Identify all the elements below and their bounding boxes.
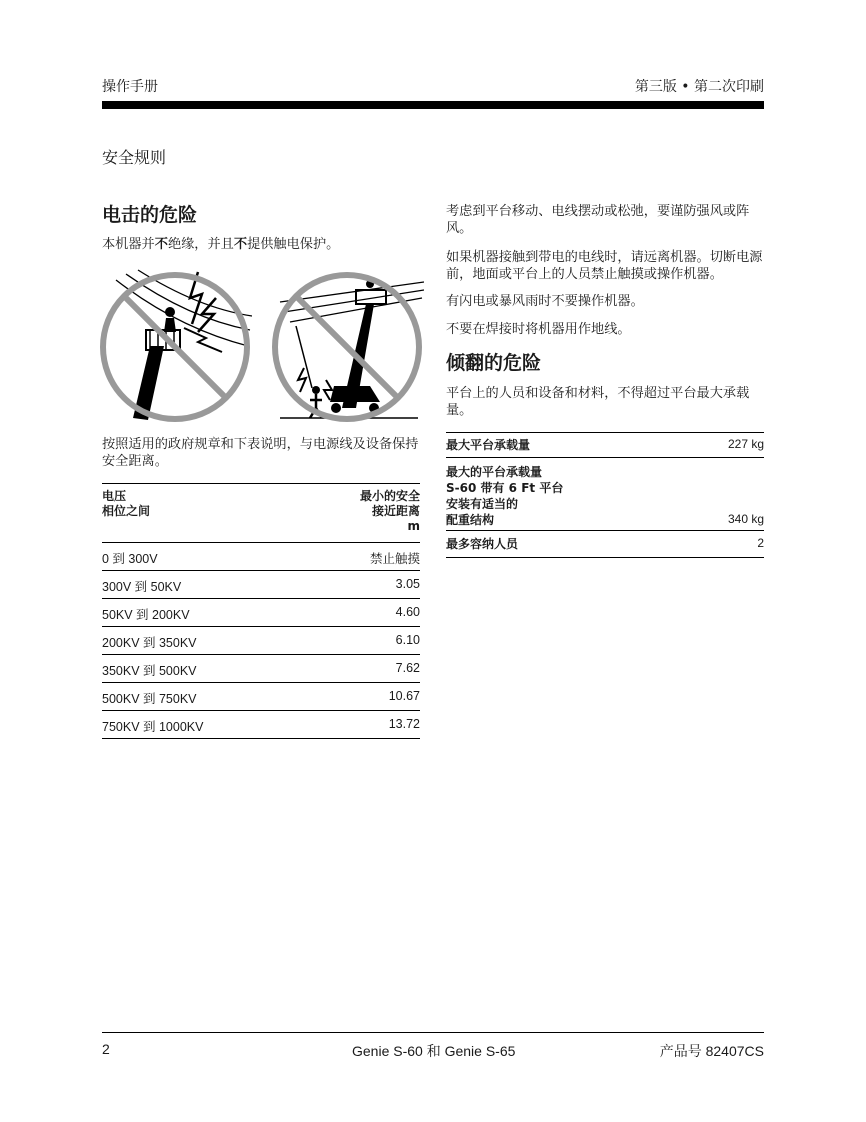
header-manual-title: 操作手册 — [102, 79, 158, 95]
table-row: 350KV 到 500KV 7.62 — [102, 655, 420, 683]
table-row: 300V 到 50KV 3.05 — [102, 571, 420, 599]
ground-shock-prohibited-icon — [270, 268, 424, 426]
safe-distance-note: 按照适用的政府规章和下表说明，与电源线及设备保持安全距离。 — [102, 437, 419, 469]
voltage-distance-table — [102, 483, 420, 739]
lightning-warning: 有闪电或暴风雨时不要操作机器。 — [446, 294, 644, 309]
table-row: 最多容纳人员 2 — [446, 531, 764, 558]
contact-warning: 如果机器接触到带电的电线时，请远离机器。切断电源前，地面或平台上的人员禁止触摸或操作机器。 — [446, 250, 763, 282]
welding-warning: 不要在焊接时将机器用作地线。 — [446, 322, 631, 337]
tip-over-heading: 倾翻的危险 — [446, 352, 542, 374]
distance-column-header: 最小的安全 接近距离 m — [359, 489, 420, 533]
table-row: 最大平台承载量 227 kg — [446, 432, 764, 458]
tip-over-intro: 平台上的人员和设备和材料，不得超过平台最大承载量。 — [446, 386, 750, 418]
table-row: 最大的平台承载量 S-60 带有 6 Ft 平台 安装有适当的 配重结构 340 kg — [446, 458, 764, 531]
header-edition: 第三版 • 第二次印刷 — [634, 79, 764, 95]
table-row: 200KV 到 350KV 6.10 — [102, 627, 420, 655]
section-title: 安全规则 — [102, 148, 167, 167]
wind-warning: 考虑到平台移动、电线摆动或松弛，要谨防强风或阵风。 — [446, 204, 750, 236]
footer-rule — [102, 1032, 764, 1033]
table-header — [102, 483, 420, 543]
page-number: 2 — [102, 1041, 110, 1057]
load-capacity-table — [446, 432, 764, 558]
footer-part-number: 产品号 82407CS — [659, 1043, 764, 1059]
table-row: 0 到 300V 禁止触摸 — [102, 543, 420, 571]
table-row: 50KV 到 200KV 4.60 — [102, 599, 420, 627]
header-rule — [102, 101, 764, 109]
electrocution-intro: 本机器并不绝缘，并且不提供触电保护。 — [102, 237, 340, 252]
voltage-column-header: 电压 相位之间 — [102, 489, 151, 518]
footer-model: Genie S-60 和 Genie S-65 — [352, 1043, 516, 1059]
table-row: 750KV 到 1000KV 13.72 — [102, 711, 420, 739]
electrocution-heading: 电击的危险 — [102, 204, 198, 226]
table-row: 500KV 到 750KV 10.67 — [102, 683, 420, 711]
power-line-contact-prohibited-icon — [98, 268, 252, 426]
